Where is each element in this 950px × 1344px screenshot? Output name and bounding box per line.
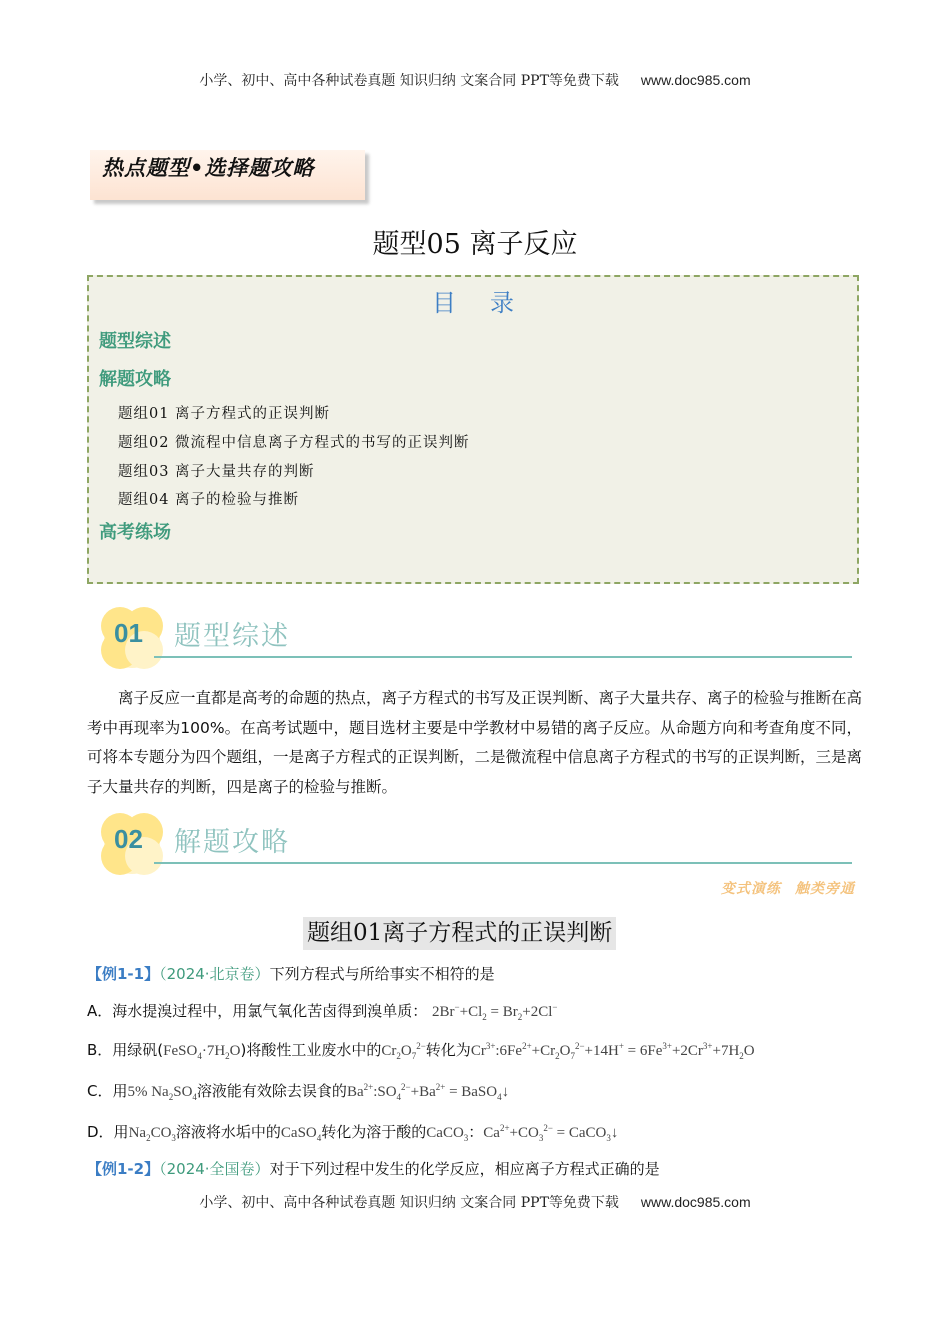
section-tagline xyxy=(721,878,855,898)
header-site[interactable]: www.doc985.com xyxy=(640,72,751,88)
tagline-extend: 触类旁通 xyxy=(795,881,855,897)
category-tag xyxy=(90,150,365,200)
option-d-text-3: 转化为溶于酸的 xyxy=(321,1123,427,1141)
example-source: （2024·北京卷） xyxy=(159,965,270,983)
example-stem: 下列方程式与所给事实不相符的是 xyxy=(269,965,495,983)
formula-caso4: CaSO$_4$ xyxy=(280,1125,322,1143)
option-a[interactable] xyxy=(87,1000,557,1022)
option-c[interactable] xyxy=(87,1080,509,1102)
formula-caco3: CaCO$_3$ xyxy=(426,1125,469,1143)
option-a-text: A．海水提溴过程中，用氯气氧化苦卤得到溴单质： xyxy=(87,1002,428,1020)
option-d-text-2: 溶液将水垢中的 xyxy=(175,1123,281,1141)
formula-na2so4: 5% $Na_2SO_4$ xyxy=(127,1084,197,1102)
toc-item-group04[interactable]: 题组04 离子的检验与推断 xyxy=(118,492,300,508)
option-c-text-2: 溶液能有效除去误食的 xyxy=(196,1082,347,1100)
section-header-overview xyxy=(92,600,852,680)
option-b-text-2: )将酸性工业废水中的 xyxy=(240,1041,382,1059)
option-b-text-3: 转化为 xyxy=(425,1041,471,1059)
example-label: 【例1-2】 xyxy=(87,1160,160,1178)
option-d-text-1: D．用 xyxy=(87,1123,129,1141)
table-of-contents xyxy=(87,275,859,584)
formula-feso4: $FeSO_4\cdot 7H_2O$ xyxy=(163,1043,241,1061)
group-title: 题组01离子方程式的正误判断 xyxy=(303,917,616,950)
example-1-1 xyxy=(87,963,495,984)
toc-title: 目录 xyxy=(432,289,548,317)
section-divider xyxy=(154,656,852,658)
section-divider xyxy=(154,862,852,864)
toc-heading-strategy[interactable]: 解题攻略 xyxy=(99,369,171,390)
toc-item-group02[interactable]: 题组02 微流程中信息离子方程式的书写的正误判断 xyxy=(118,435,470,451)
option-b[interactable] xyxy=(87,1039,755,1061)
example-source: （2024·全国卷） xyxy=(159,1160,270,1178)
option-a-formula: $2Br^-+Cl_2 = Br_2+2Cl^-$ xyxy=(432,1002,558,1022)
overview-paragraph: 离子反应一直都是高考的命题的热点，离子方程式的书写及正误判断、离子大量共存、离子的检验与推断在高考中再现率为100%。在高考试题中，题目选材主要是中学教材中易错的离子反应。从命题方向和考查角度不同，可将本专题分为四个题组，一是离子方程式的正误判断，二是微流程中信息离子方程式的书写的正误判断，三是离子大量共存的判断，四是离子的检验与推断。 xyxy=(87,689,863,796)
toc-heading-overview[interactable]: 题型综述 xyxy=(99,331,171,352)
footer-site[interactable]: www.doc985.com xyxy=(640,1194,751,1210)
formula-cr2o7: $Cr_2O_7^{2-}$ xyxy=(381,1041,426,1061)
section-number: 02 xyxy=(114,824,143,854)
toc-item-group03[interactable]: 题组03 离子大量共存的判断 xyxy=(118,464,315,480)
page-header xyxy=(0,70,950,90)
section-label: 解题攻略 xyxy=(174,827,290,858)
example-label: 【例1-1】 xyxy=(87,965,160,983)
category-tag-label: 热点题型•选择题攻略 xyxy=(102,156,315,180)
toc-heading-practice[interactable]: 高考练场 xyxy=(99,522,171,543)
tagline-practice: 变式演练 xyxy=(721,881,781,897)
option-b-text-1: B．用绿矾( xyxy=(87,1041,164,1059)
header-text: 小学、初中、高中各种试卷真题 知识归纳 文案合同 PPT等免费下载 xyxy=(199,73,619,89)
formula-na2co3: $Na_2CO_3$ xyxy=(128,1125,176,1143)
option-d-formula: $Ca^{2+}+CO_3^{2-}$ = CaCO$_3$↓ xyxy=(483,1123,619,1143)
footer-text: 小学、初中、高中各种试卷真题 知识归纳 文案合同 PPT等免费下载 xyxy=(199,1195,619,1211)
option-d-text-4: ： xyxy=(468,1123,484,1141)
example-stem: 对于下列过程中发生的化学反应，相应离子方程式正确的是 xyxy=(269,1160,660,1178)
page-footer xyxy=(0,1192,950,1212)
example-1-2 xyxy=(87,1158,660,1179)
option-d[interactable] xyxy=(87,1121,618,1143)
option-c-formula: $Ba^{2+}:SO_4^{2-}+Ba^{2+}$ = BaSO$_4$↓ xyxy=(346,1082,510,1102)
section-label: 题型综述 xyxy=(174,621,290,652)
document-title: 题型05 离子反应 xyxy=(372,229,578,260)
section-header-strategy xyxy=(92,806,852,886)
toc-item-group01[interactable]: 题组01 离子方程式的正误判断 xyxy=(118,406,331,422)
section-number: 01 xyxy=(114,618,143,648)
option-b-formula: $Cr^{3+}:6Fe^{2+}+Cr_2O_7^{2-}+14H^+ = 6Fe^{3+}+2Cr^{3+}+7H_2O$ xyxy=(470,1041,755,1061)
option-c-text-1: C．用 xyxy=(87,1082,128,1100)
